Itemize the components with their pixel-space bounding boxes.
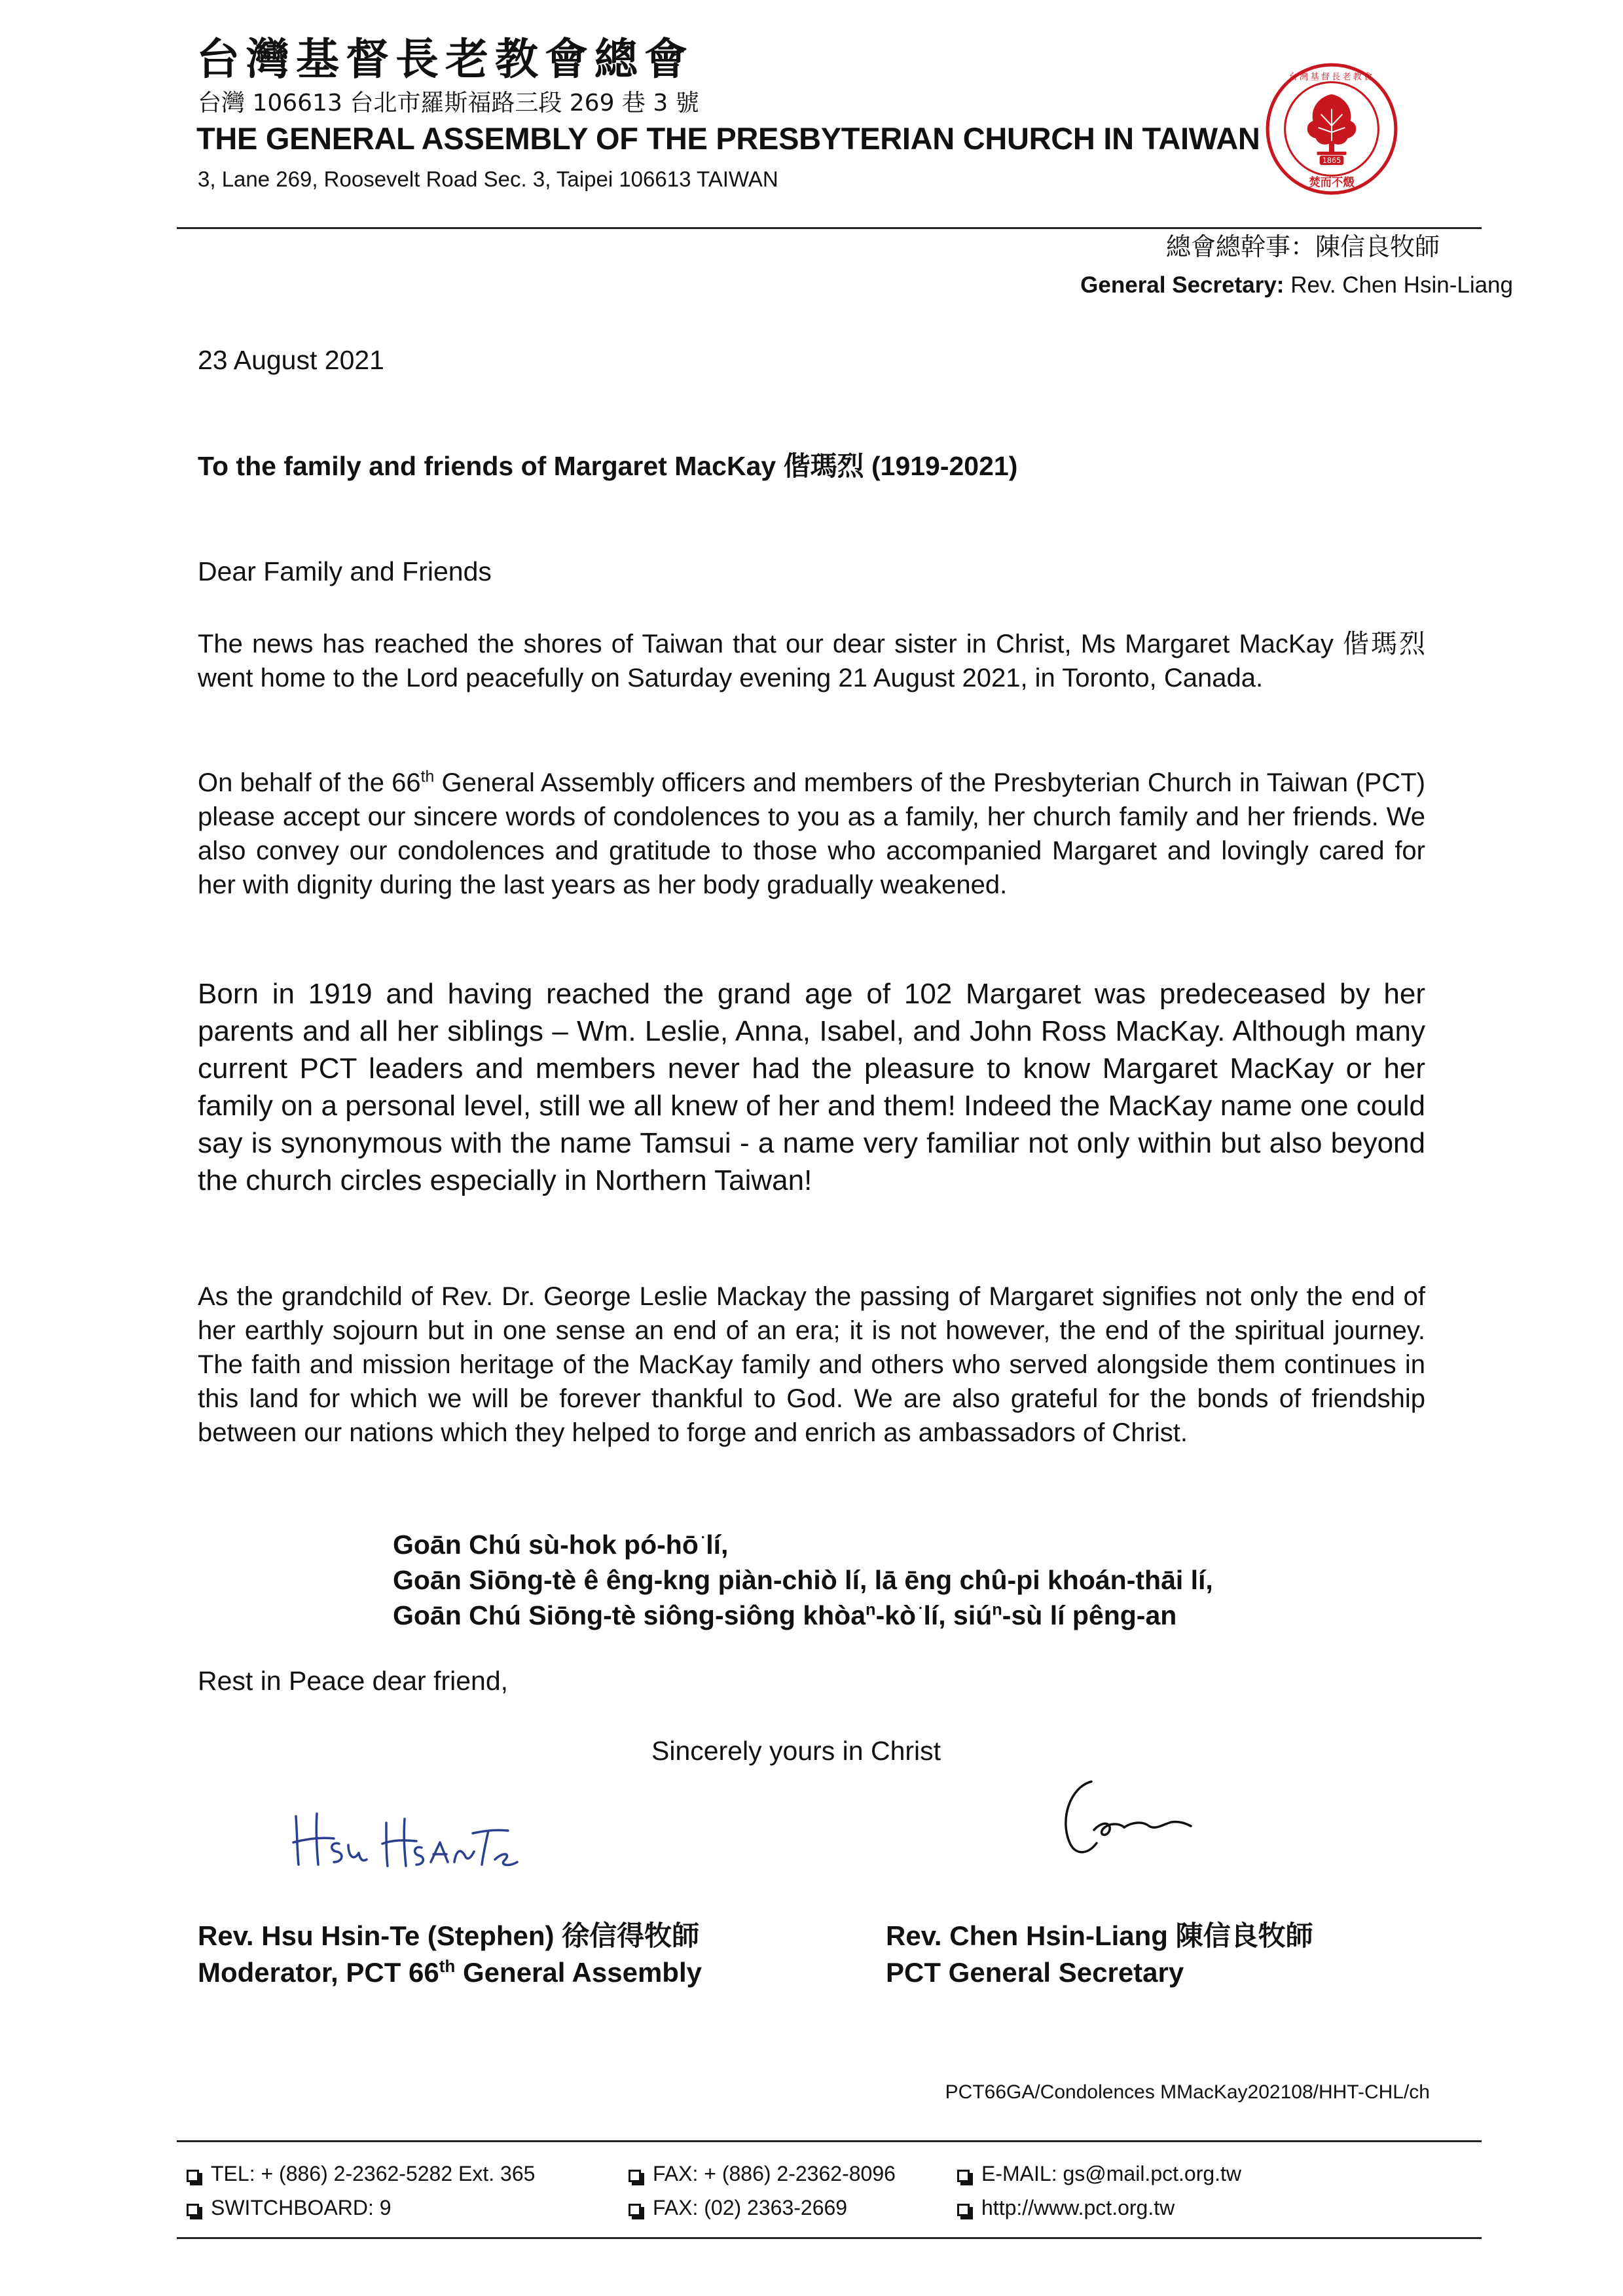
rest-in-peace: Rest in Peace dear friend,	[198, 1666, 509, 1696]
blessing-3-part-b: -kò͘ lí, siú	[875, 1600, 993, 1630]
signatory-left-title	[198, 1954, 702, 1991]
signatory-left	[198, 1918, 702, 1991]
logo-year: 1865	[1322, 156, 1341, 166]
blessing-line-1: Goān Chú sù-hok pó-hō͘ lí,	[393, 1530, 729, 1560]
blessing-3-part-a: Goān Chú Siōng-tè siông-siông khòa	[393, 1600, 866, 1630]
letter-subject	[198, 450, 1018, 482]
signatory-right-name	[886, 1918, 1313, 1954]
general-secretary-chinese: 總會總幹事：陳信良牧師	[1165, 232, 1440, 261]
checkbox-icon	[629, 2170, 641, 2182]
signatory-left-name	[198, 1918, 702, 1954]
checkbox-icon	[187, 2170, 199, 2182]
general-secretary-name: Rev. Chen Hsin-Liang	[1290, 272, 1513, 298]
paragraph-3: Born in 1919 and having reached the grand age of 102 Margaret was predeceased by her parents and all her siblings – Wm. Leslie, Anna, Isabel, and John Ross MacKay. Although many current PCT leaders and members never had the pleasure to know Margaret MacKay or her family on a personal level, still we all knew of her and them! Indeed the MacKay name one could say is synonymous with the name Tamsui - a name very familiar not only within but also beyond the church circles especially in Northern Taiwan!	[198, 978, 1425, 1196]
blessing-3-sup-2: n	[992, 1600, 1002, 1619]
p1-text-b: went home to the Lord peacefully on Saturday evening 21 August 2021, in Toronto, Canada.	[198, 664, 1264, 692]
p1-text-a: The news has reached the shores of Taiwan that our dear sister in Christ, Ms Margaret MacKay	[198, 630, 1343, 658]
footer-fax-1	[629, 2157, 896, 2191]
checkbox-icon	[957, 2204, 970, 2216]
footer-tel	[187, 2157, 535, 2191]
subject-years: (1919-2021)	[864, 451, 1018, 481]
left-name-en: Rev. Hsu Hsin-Te (Stephen)	[198, 1920, 562, 1951]
signatory-right	[886, 1918, 1313, 1991]
footer-switchboard-text: SWITCHBOARD: 9	[211, 2196, 392, 2219]
footer-web	[957, 2191, 1241, 2225]
p2-text-b: General Assembly officers and members of the Presbyterian Church in Taiwan (PCT) please accept our sincere words of condolences to you as a family, her church family and her friends. We also convey our condolences and gratitude to those who accompanied Margaret and lovingly cared for her with dignity during the last years as her body gradually weakened.	[198, 768, 1425, 899]
footer-web-link[interactable]: http://www.pct.org.tw	[981, 2196, 1175, 2219]
left-title-a: Moderator, PCT 66	[198, 1957, 439, 1988]
right-name-cn: 陳信良牧師	[1175, 1920, 1313, 1952]
blessing-3-sup-1: n	[866, 1600, 876, 1619]
logo-ring-text: 台灣基督長老教會	[1288, 72, 1375, 82]
checkbox-icon	[187, 2204, 199, 2216]
footer-column-phone	[187, 2157, 535, 2225]
org-address-english: 3, Lane 269, Roosevelt Road Sec. 3, Taipei 106613 TAIWAN	[198, 167, 778, 191]
p2-text-a: On behalf of the 66	[198, 768, 421, 797]
general-secretary-label: General Secretary:	[1080, 272, 1285, 298]
footer-column-online	[957, 2157, 1241, 2225]
footer-divider-top	[177, 2140, 1482, 2142]
signatory-right-title: PCT General Secretary	[886, 1957, 1184, 1988]
blessing	[393, 1527, 1213, 1633]
right-name-en: Rev. Chen Hsin-Liang	[886, 1920, 1176, 1951]
footer-tel-text: TEL: + (886) 2-2362-5282 Ext. 365	[211, 2162, 536, 2185]
signature-chen	[1051, 1767, 1195, 1865]
footer-switchboard	[187, 2191, 535, 2225]
letter-date: 23 August 2021	[198, 345, 384, 375]
p1-chinese-name: 偕瑪烈	[1342, 629, 1426, 659]
subject-chinese-name: 偕瑪烈	[783, 450, 864, 482]
footer-divider-bottom	[177, 2237, 1482, 2239]
org-name-chinese: 台灣基督長老教會總會	[196, 34, 694, 84]
blessing-line-3	[393, 1598, 1213, 1633]
paragraph-2	[198, 766, 1425, 902]
logo-motto: 焚而不燬	[1309, 176, 1355, 190]
footer-column-fax	[629, 2157, 896, 2225]
org-name-english: THE GENERAL ASSEMBLY OF THE PRESBYTERIAN CHURCH IN TAIWAN	[196, 121, 1260, 156]
paragraph-4: As the grandchild of Rev. Dr. George Leslie Mackay the passing of Margaret signifies not only the end of her earthly sojourn but in one sense an end of an era; it is not however, the end of the spiritual journey. The faith and mission heritage of the MacKay family and others who served alongside them continues in this land for which we will be forever thankful to God. We are also grateful for the bonds of friendship between our nations which they helped to forge and enrich as ambassadors of Christ.	[198, 1282, 1425, 1447]
left-name-cn: 徐信得牧師	[562, 1920, 700, 1952]
header-divider	[177, 227, 1482, 229]
footer-fax-2-text: FAX: (02) 2363-2669	[653, 2196, 848, 2219]
footer-email-text[interactable]: E-MAIL: gs@mail.pct.org.tw	[981, 2162, 1242, 2185]
blessing-3-part-c: -sù lí pêng-an	[1002, 1600, 1177, 1630]
closing: Sincerely yours in Christ	[651, 1736, 941, 1766]
general-secretary-english	[1080, 274, 1513, 296]
left-title-b: General Assembly	[455, 1957, 702, 1988]
signature-hsu	[288, 1797, 524, 1875]
footer-email	[957, 2157, 1241, 2191]
document-reference: PCT66GA/Condolences MMacKay202108/HHT-CHL/ch	[945, 2081, 1430, 2103]
church-seal-logo	[1265, 62, 1398, 196]
checkbox-icon	[629, 2204, 641, 2216]
subject-text: To the family and friends of Margaret MacKay	[198, 451, 784, 481]
salutation: Dear Family and Friends	[198, 556, 492, 586]
checkbox-icon	[957, 2170, 970, 2182]
footer-fax-2	[629, 2191, 896, 2225]
left-title-sup: th	[439, 1956, 456, 1976]
footer-fax-1-text: FAX: + (886) 2-2362-8096	[653, 2162, 896, 2185]
blessing-line-2: Goān Siōng-tè ê êng-kng piàn-chiò lí, lā ēng chû-pi khoán-thāi lí,	[393, 1565, 1213, 1595]
paragraph-1	[198, 627, 1425, 695]
p2-superscript: th	[420, 768, 435, 786]
org-address-chinese: 台灣 106613 台北市羅斯福路三段 269 巷 3 號	[198, 90, 699, 117]
